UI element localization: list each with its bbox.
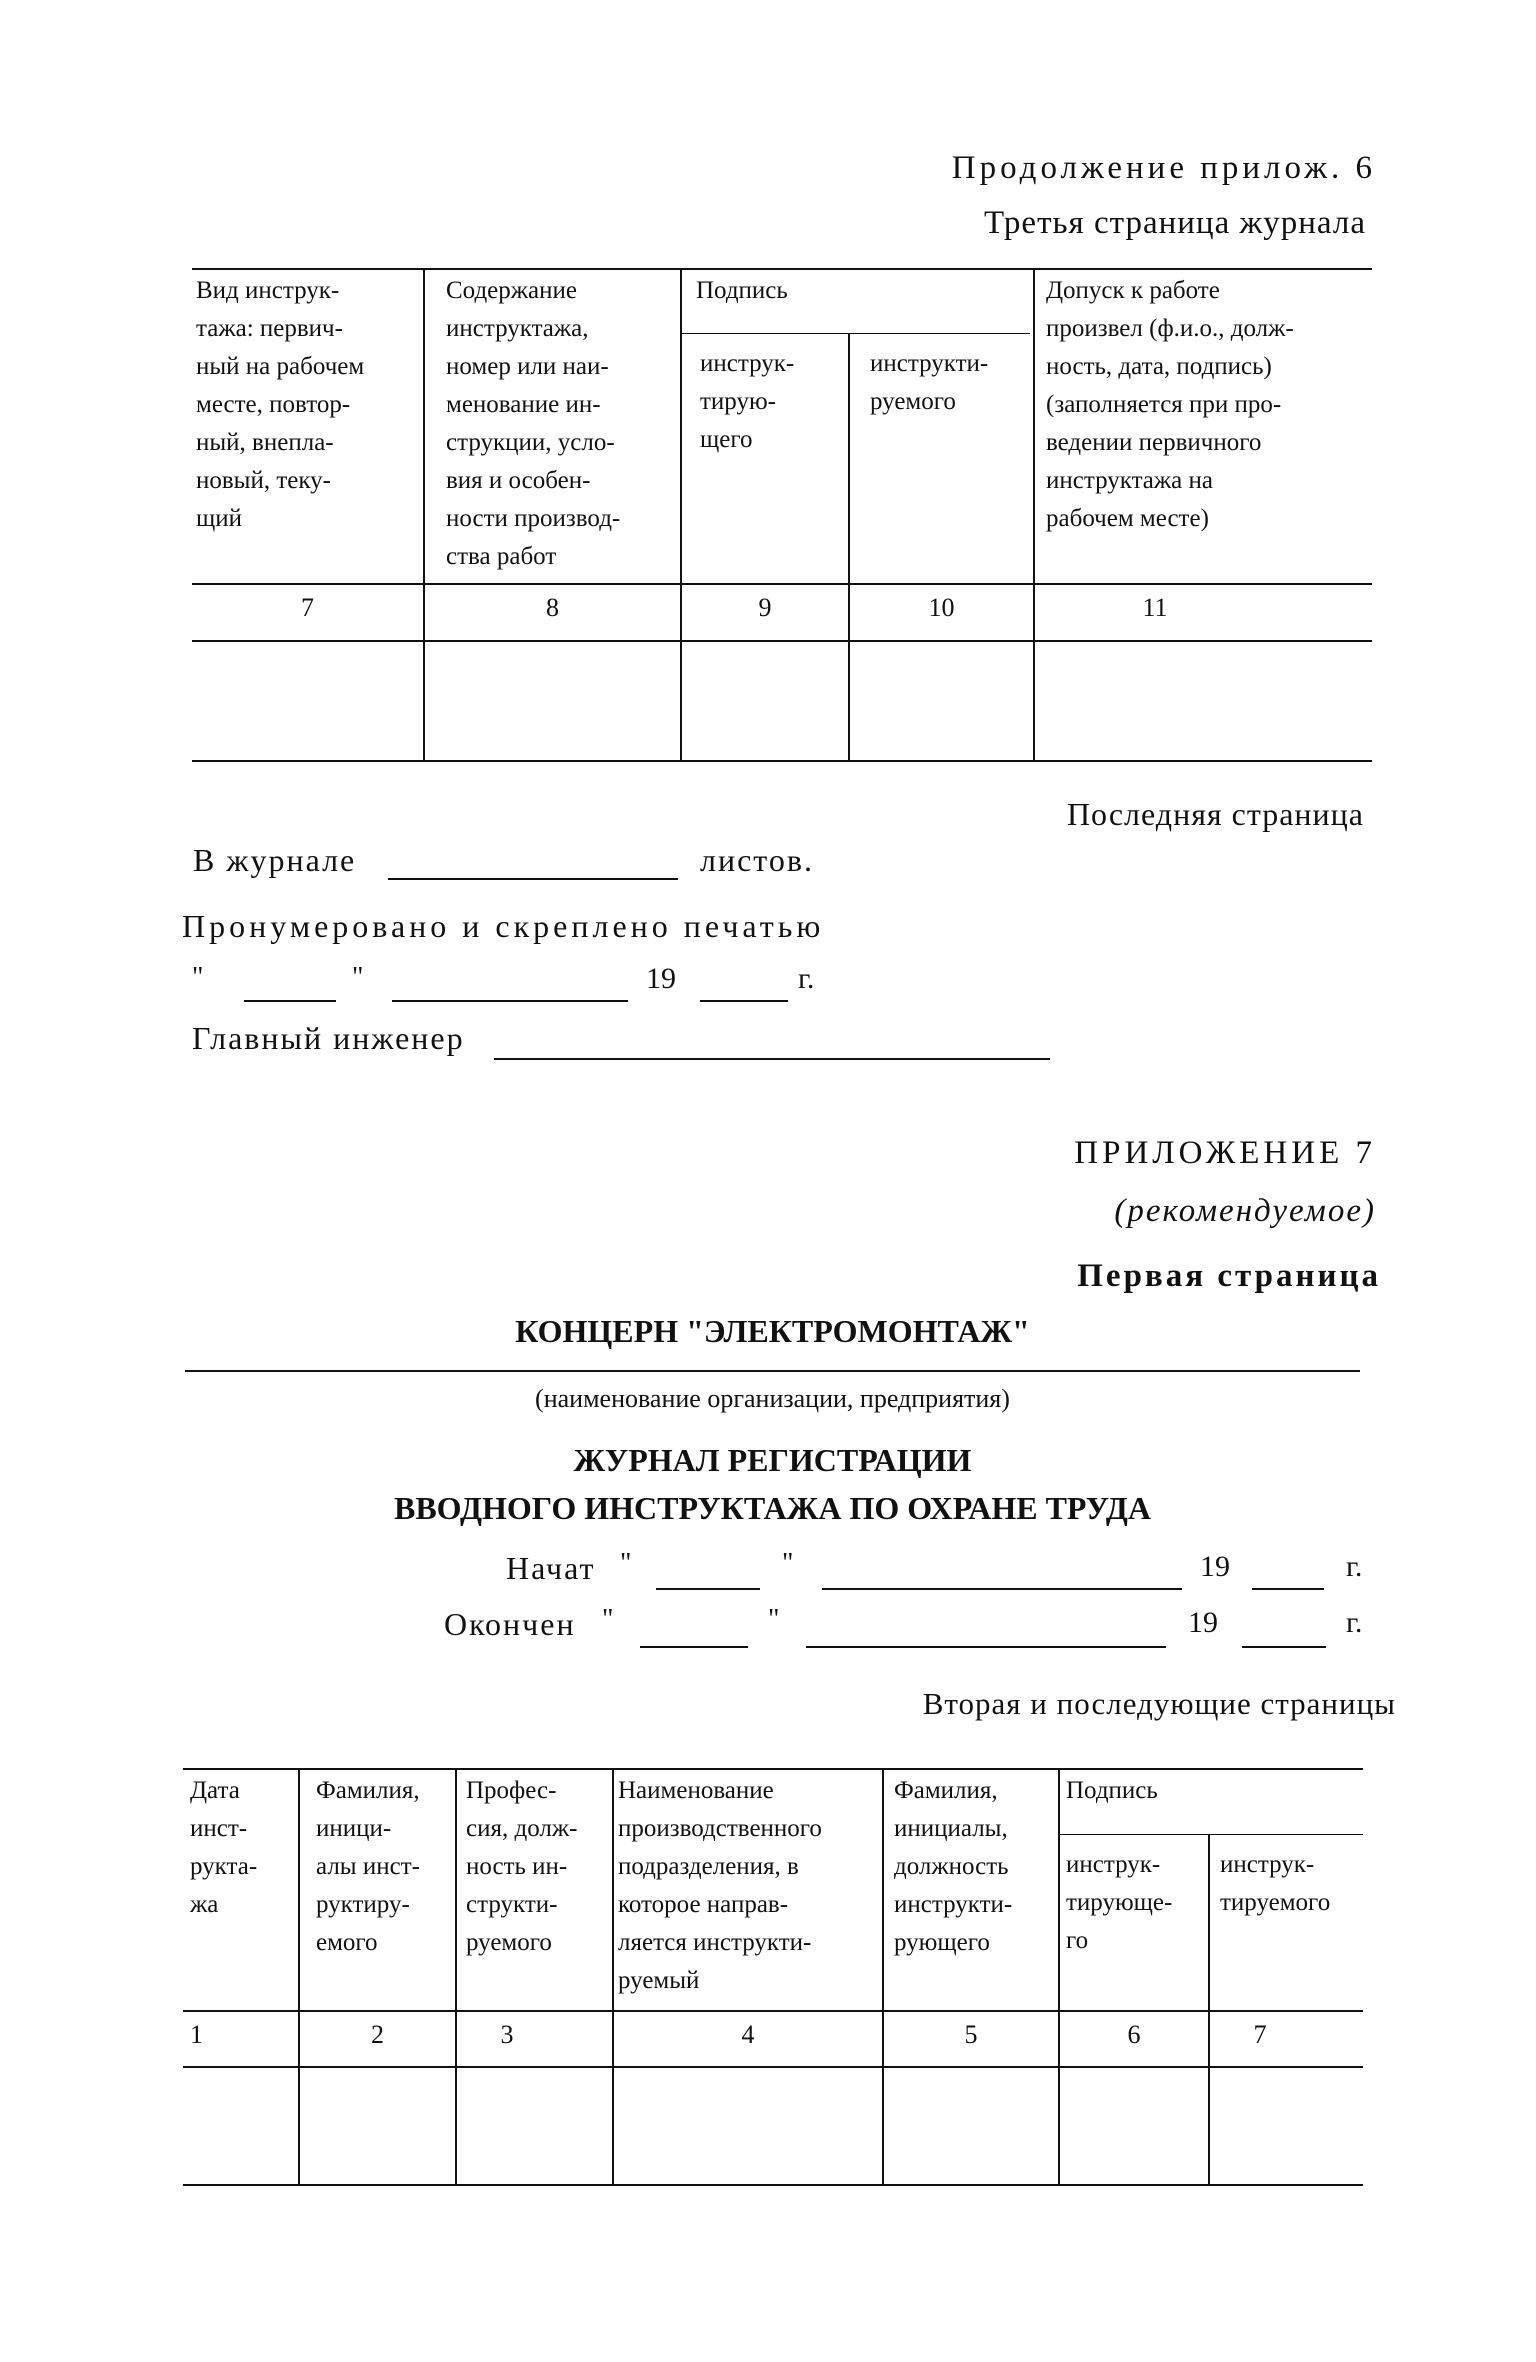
continuation-label: Продолжение прилож. 6 xyxy=(951,150,1376,186)
recommended-label: (рекомендуемое) xyxy=(1114,1193,1376,1229)
header-instruction-date: Дата инст- рукта- жа xyxy=(190,1777,258,1918)
header-instructor-signature-2: инструк- тирующе- го xyxy=(1066,1851,1173,1954)
header-instructed-signature-2: инструк- тируемого xyxy=(1220,1851,1331,1916)
journal-title-line-1: ЖУРНАЛ РЕГИСТРАЦИИ xyxy=(573,1442,972,1478)
started-label: Начат xyxy=(506,1550,596,1586)
col-number-8: 8 xyxy=(546,593,559,622)
started-year-prefix: 19 xyxy=(1200,1550,1230,1583)
finished-year-suffix: г. xyxy=(1346,1606,1363,1639)
col2-number-4: 4 xyxy=(741,2020,755,2049)
col2-number-6: 6 xyxy=(1127,2020,1141,2049)
header-instructor-name: Фамилия, инициалы, должность инструкти- рующего xyxy=(894,1777,1013,1956)
col2-number-2: 2 xyxy=(371,2020,384,2049)
journal-title-line-2: ВВОДНОГО ИНСТРУКТАЖА ПО ОХРАНЕ ТРУДА xyxy=(393,1490,1152,1526)
first-page-label: Первая страница xyxy=(1077,1258,1381,1294)
started-month-blank[interactable] xyxy=(822,1588,1182,1590)
header-instruction-type: Вид инструк- тажа: первич- ный на рабочем месте, повтор- ный, внепла- новый, теку- щий xyxy=(196,277,365,532)
header-instructed-name: Фамилия, иници- алы инст- руктиру- емого xyxy=(316,1777,420,1956)
started-year-suffix: г. xyxy=(1346,1550,1363,1583)
header-signature-2: Подпись xyxy=(1066,1777,1158,1804)
finished-label: Окончен xyxy=(444,1606,576,1642)
finished-day-blank[interactable] xyxy=(640,1646,748,1648)
finished-quote-close: " xyxy=(768,1604,780,1635)
finished-month-blank[interactable] xyxy=(806,1646,1166,1648)
seal-year-prefix: 19 xyxy=(646,962,676,995)
seal-day-blank[interactable] xyxy=(244,1000,336,1002)
header-instruction-content: Содержание инструктажа, номер или наи- менование ин- струкции, усло- вия и особен- ности производ- ства работ xyxy=(446,277,621,570)
col-number-11: 11 xyxy=(1142,593,1168,622)
started-day-blank[interactable] xyxy=(656,1588,760,1590)
organization-caption: (наименование организации, предприятия) xyxy=(535,1384,1010,1413)
started-year-blank[interactable] xyxy=(1252,1588,1324,1590)
numbered-sealed-label: Пронумеровано и скреплено печатью xyxy=(182,908,825,944)
appendix-7-title: ПРИЛОЖЕНИЕ 7 xyxy=(1074,1135,1376,1171)
organization-name: КОНЦЕРН "ЭЛЕКТРОМОНТАЖ" xyxy=(515,1313,1030,1349)
finished-quote-open: " xyxy=(602,1604,614,1635)
header-signature: Подпись xyxy=(696,277,788,304)
last-page-label: Последняя страница xyxy=(1066,796,1364,832)
finished-year-blank[interactable] xyxy=(1242,1646,1326,1648)
header-instructed-profession: Профес- сия, долж- ность ин- структи- руемого xyxy=(466,1777,578,1956)
sheets-count-blank[interactable] xyxy=(388,878,678,880)
journal-sheets-suffix: листов. xyxy=(700,842,814,878)
second-pages-label: Вторая и последующие страницы xyxy=(922,1686,1396,1721)
header-instructor-signature: инструк- тирую- щего xyxy=(700,350,795,453)
col2-number-5: 5 xyxy=(964,2020,978,2049)
started-quote-close: " xyxy=(782,1548,794,1579)
header-department: Наименование производственного подразделения, в которое направ- ляется инструкти- руемый xyxy=(618,1777,822,1994)
header-instructed-signature: инструкти- руемого xyxy=(870,350,989,415)
date-quote-close: " xyxy=(352,962,364,993)
journal-sheets-prefix: В журнале xyxy=(193,842,357,878)
started-quote-open: " xyxy=(620,1548,632,1579)
col-number-10: 10 xyxy=(928,593,955,622)
col-number-9: 9 xyxy=(758,593,772,622)
chief-engineer-label: Главный инженер xyxy=(192,1020,465,1056)
col2-number-1: 1 xyxy=(190,2020,203,2049)
col-number-7: 7 xyxy=(301,593,314,622)
third-page-label: Третья страница журнала xyxy=(984,205,1366,241)
col2-number-7: 7 xyxy=(1253,2020,1267,2049)
col2-number-3: 3 xyxy=(500,2020,514,2049)
seal-year-blank[interactable] xyxy=(700,1000,788,1002)
date-quote-open: " xyxy=(192,962,204,993)
header-work-admission: Допуск к работе произвел (ф.и.о., долж- ность, дата, подпись) (заполняется при про- ведении первичного инструктажа на рабочем месте) xyxy=(1046,277,1294,532)
seal-year-suffix: г. xyxy=(798,962,815,995)
chief-engineer-signature-blank[interactable] xyxy=(494,1058,1050,1060)
finished-year-prefix: 19 xyxy=(1188,1606,1218,1639)
seal-month-blank[interactable] xyxy=(392,1000,628,1002)
